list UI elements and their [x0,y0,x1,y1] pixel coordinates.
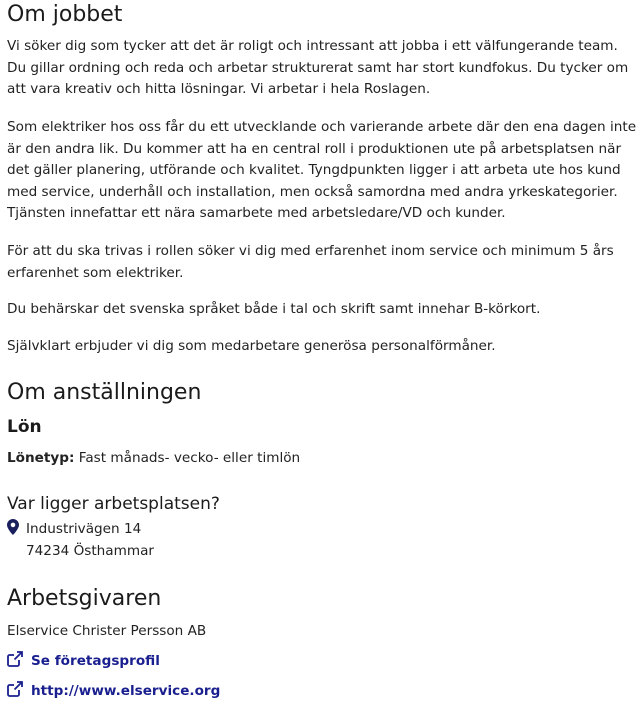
company-website-link-label: http://www.elservice.org [31,683,221,699]
address-street: Industrivägen 14 [26,521,142,537]
address-postal: 74234 Östhammar [26,543,155,559]
salary-type-label: Lönetyp: [7,450,75,466]
address [7,518,154,562]
employer-heading: Arbetsgivaren [7,586,162,611]
about-job-paragraph-1: Vi söker dig som tycker att det är roligt och intressant att jobba i ett välfungerande team. Du gillar ordning och reda och arbetar strukturerat samt har stort kundfokus. Du tycker om att vara kreativ och hitta lösningar. Vi arbetar i hela Roslagen. [7,38,629,98]
about-job-paragraph-4: Du behärskar det svenska språket både i tal och skrift samt innehar B-körkort. [7,301,541,317]
company-profile-link[interactable] [7,650,160,672]
company-profile-link-label: Se företagsprofil [31,653,160,669]
salary-heading: Lön [7,417,42,437]
external-link-icon [7,651,23,667]
about-job-paragraph-5: Självklart erbjuder vi dig som medarbetare generösa personalförmåner. [7,338,496,354]
salary-type [7,448,300,470]
about-job-paragraph-2: Som elektriker hos oss får du ett utvecklande och varierande arbete där den ena dagen inte är den andra lik. Du kommer att ha en central roll i produktionen ute på arbetsplatsen när det gäller planering, utförande och kvalitet. Tyngdpunkten ligger i att arbeta ute hos kund med service, underhåll och installation, men också samordna med andra yrkeskategorier. Tjänsten innefattar ett nära samarbete med arbetsledare/VD och kunder. [7,119,637,222]
employment-heading: Om anställningen [7,380,202,405]
about-job-heading: Om jobbet [7,2,123,27]
location-heading: Var ligger arbetsplatsen? [7,494,220,514]
external-link-icon [7,681,23,697]
map-pin-icon [7,519,19,535]
company-website-link[interactable] [7,680,220,702]
salary-type-value: Fast månads- vecko- eller timlön [78,450,301,466]
about-job-paragraph-3: För att du ska trivas i rollen söker vi dig med erfarenhet inom service och minimum 5 års erfarenhet som elektriker. [7,243,614,281]
employer-name: Elservice Christer Persson AB [7,623,207,639]
address-street-line [7,518,154,540]
